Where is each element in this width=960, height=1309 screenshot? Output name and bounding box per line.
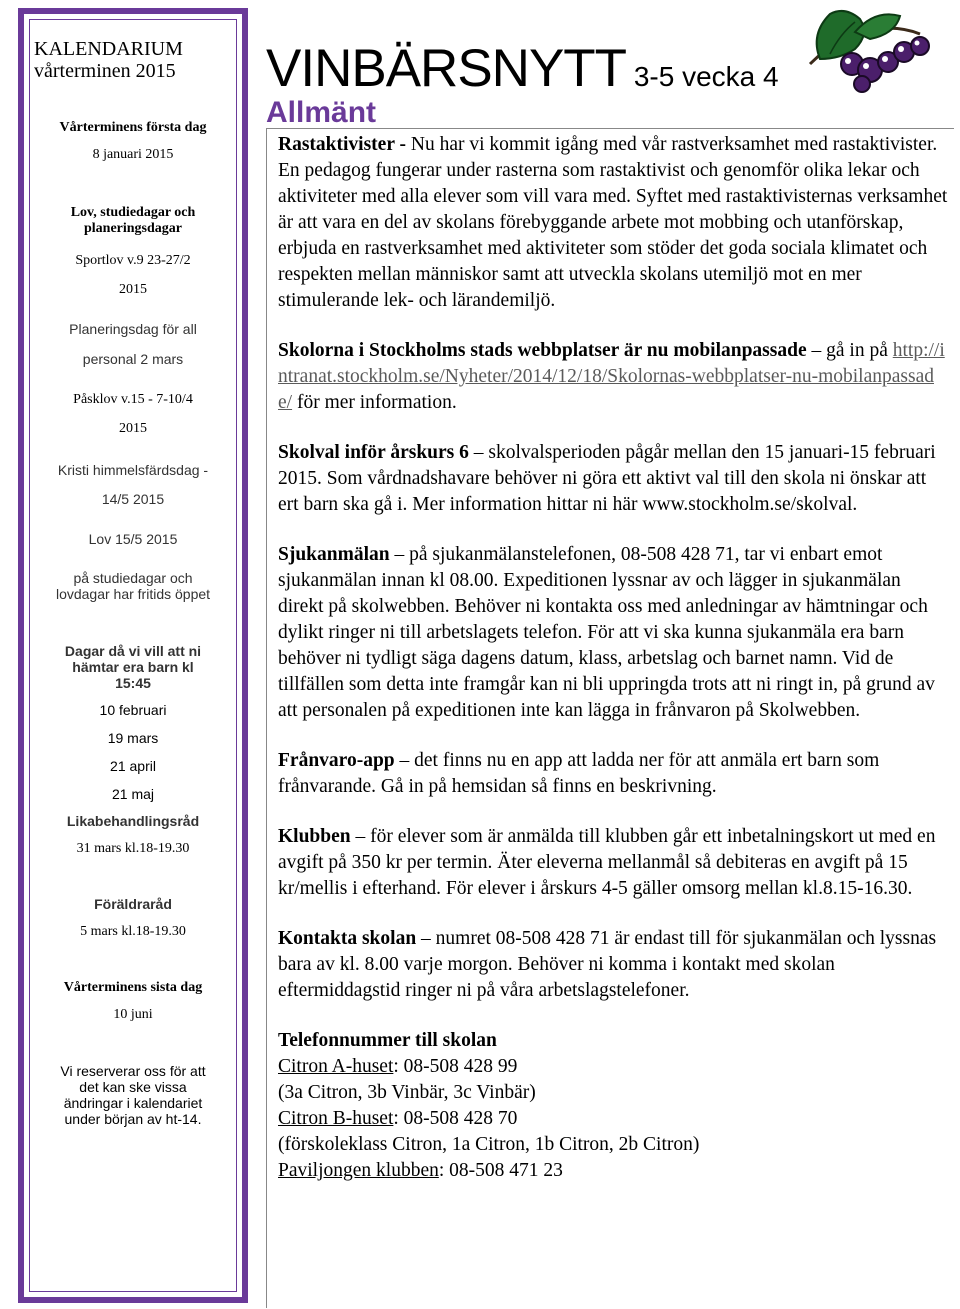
phone-citron-a: Citron A-huset: 08-508 428 99 — [278, 1056, 518, 1077]
blackcurrant-branch-icon — [800, 4, 940, 94]
calendar-sidebar — [18, 8, 248, 1303]
article-kontakta-skolan-title: Kontakta skolan — [278, 928, 417, 949]
calendar-title — [34, 38, 242, 82]
planeringsdag-line2: personal 2 mars — [82, 351, 184, 367]
lov-heading: Lov, studiedagar och planeringsdagar — [70, 205, 196, 236]
newsletter-title: VINBÄRSNYTT — [266, 39, 627, 98]
foraldra-heading: Föräldraråd — [94, 896, 172, 912]
calendar-title-line2: vårterminen 2015 — [34, 60, 176, 82]
hamtar-date-1: 10 februari — [99, 702, 167, 718]
article-klubben-title: Klubben — [278, 826, 351, 847]
article-sjukanmalan — [278, 542, 948, 724]
phone-paviljongen: Paviljongen klubben: 08-508 471 23 — [278, 1160, 563, 1181]
article-mobilanpassade-title: Skolorna i Stockholms stads webbplatser är nu mobilanpassade — [278, 340, 807, 361]
first-day-heading: Vårterminens första dag — [59, 120, 207, 135]
phone-list — [278, 1028, 948, 1184]
article-rastaktivister — [278, 132, 948, 314]
article-kontakta-skolan-body: – numret 08-508 428 71 är endast till för sjukanmälan och lyssnas bara av kl. 8.00 varje morgon. Behöver ni komma i kontakt med skolan eftermiddagstid ringer ni på våra arbetslagstelefoner. — [278, 928, 937, 1001]
sportlov: Sportlov v.9 23-27/2 — [75, 253, 191, 268]
last-day-date: 10 juni — [113, 1007, 153, 1022]
article-mobilanpassade: Skolorna i Stockholms stads webbplatser är nu mobilanpassade – gå in på http://intranat.stockholm.se/Nyheter/2014/12/18/Skolornas-webbplatser-nu-mobilanpassade/ för mer information. — [278, 340, 945, 413]
section-heading: Allmänt — [266, 96, 377, 129]
hamtar-date-4: 21 maj — [111, 786, 155, 802]
article-klubben — [278, 824, 948, 902]
kristi-line1: Kristi himmelsfärdsdag - — [57, 462, 209, 478]
calendar-title-line1: KALENDARIUM — [34, 38, 183, 60]
phone-list-heading: Telefonnummer till skolan — [278, 1030, 497, 1051]
article-skolval — [278, 440, 948, 518]
hamtar-heading: Dagar då vi vill att ni hämtar era barn kl 15:45 — [64, 643, 202, 691]
newsletter-subtitle: 3-5 vecka 4 — [626, 61, 779, 92]
sportlov-year: 2015 — [119, 282, 147, 297]
first-day-date: 8 januari 2015 — [92, 147, 174, 162]
article-skolval-title: Skolval inför årskurs 6 — [278, 442, 469, 463]
lov-15-5: Lov 15/5 2015 — [88, 531, 178, 547]
article-klubben-body: – för elever som är anmälda till klubben går ett inbetalningskort ut med en avgift på 350 kr per termin. Äter eleverna mellanmål så debiteras en avgift på 15 kr/mellis i efterhand. För elever i årskurs 4-5 gäller omsorg mellan kl.8.15-16.30. — [278, 826, 936, 899]
kristi-line2: 14/5 2015 — [101, 491, 165, 507]
intranat-link[interactable]: http://intranat.stockholm.se/Nyheter/2014/12/18/Skolornas-webbplatser-nu-mobilanpassade/ — [278, 340, 945, 413]
calendar-disclaimer: Vi reserverar oss för att det kan ske vissa ändringar i kalendariet under början av ht-14. — [60, 1063, 206, 1127]
article-sjukanmalan-body: – på sjukanmälanstelefonen, 08-508 428 71, tar vi enbart emot sjukanmälan innan kl 08.00. Expeditionen lyssnar av och lägger in sjukanmälan direkt på skolwebben. Behöver ni kontakta oss med anledningar av hämtningar och dylikt ringer ni till arbetslagets telefon. För att vi ska kunna sjukanmäla era barn behöver ni tydligt säga dagens datum, klass, arbetslag och barnet namn. Vid de tillfällen som detta inte framgår kan ni bli uppringda trots att ni ringt in, på grund av att personalen på expeditionen inte kan lägga in frånvaron på Skolwebben. — [278, 544, 935, 721]
phone-citron-b-classes: (förskoleklass Citron, 1a Citron, 1b Citron, 2b Citron) — [278, 1134, 700, 1155]
paskl-line2: 2015 — [119, 421, 147, 436]
foraldra-date: 5 mars kl.18-19.30 — [80, 924, 186, 939]
paskl-line1: Påsklov v.15 - 7-10/4 — [73, 392, 193, 407]
article-franvaro-app-title: Frånvaro-app — [278, 750, 395, 771]
planeringsdag-line1: Planeringsdag för all — [69, 321, 197, 337]
article-skolval-body: – skolvalsperioden pågår mellan den 15 januari-15 februari 2015. Som vårdnadshavare behöver ni göra ett aktivt val till den skola ni önskar att ert barn ska gå i. Mer information hittar ni här www.stockholm.se/skolval. — [278, 442, 936, 515]
hamtar-date-3: 21 april — [110, 758, 156, 774]
article-rastaktivister-body: Nu har vi kommit igång med vår rastverksamhet med rastaktivister. En pedagog fungerar under rasterna som rastaktivist och genomför olika lekar och aktiviteter med alla elever som vill vara med. Syftet med rastaktivisternas verksamhet är att vara en del av skolans förebyggande arbete mot mobbing och utanförskap, erbjuda en rastverksamhet med aktiviteter som stöder det goda sociala klimatet och respekten mellan människor samt att utveckla skolans utemiljö mot en mer stimulerande lek- och lärandemiljö. — [278, 134, 948, 311]
article-kontakta-skolan — [278, 926, 948, 1004]
last-day-heading: Vårterminens sista dag — [63, 980, 203, 995]
article-sjukanmalan-title: Sjukanmälan — [278, 544, 390, 565]
newsletter-body — [278, 132, 948, 1184]
article-franvaro-app — [278, 748, 948, 800]
newsletter-masthead — [266, 38, 779, 99]
studiedagar-note: på studiedagar och lovdagar har fritids öppet — [55, 570, 211, 602]
phone-citron-b: Citron B-huset: 08-508 428 70 — [278, 1108, 518, 1129]
likabeh-heading: Likabehandlingsråd — [66, 813, 200, 829]
article-franvaro-app-body: – det finns nu en app att ladda ner för att anmäla ert barn som frånvarande. Gå in på hemsidan så finns en beskrivning. — [278, 750, 880, 797]
article-rastaktivister-title: Rastaktivister - — [278, 134, 406, 155]
phone-citron-a-classes: (3a Citron, 3b Vinbär, 3c Vinbär) — [278, 1082, 536, 1103]
hamtar-date-2: 19 mars — [107, 730, 159, 746]
likabeh-date: 31 mars kl.18-19.30 — [76, 841, 190, 856]
